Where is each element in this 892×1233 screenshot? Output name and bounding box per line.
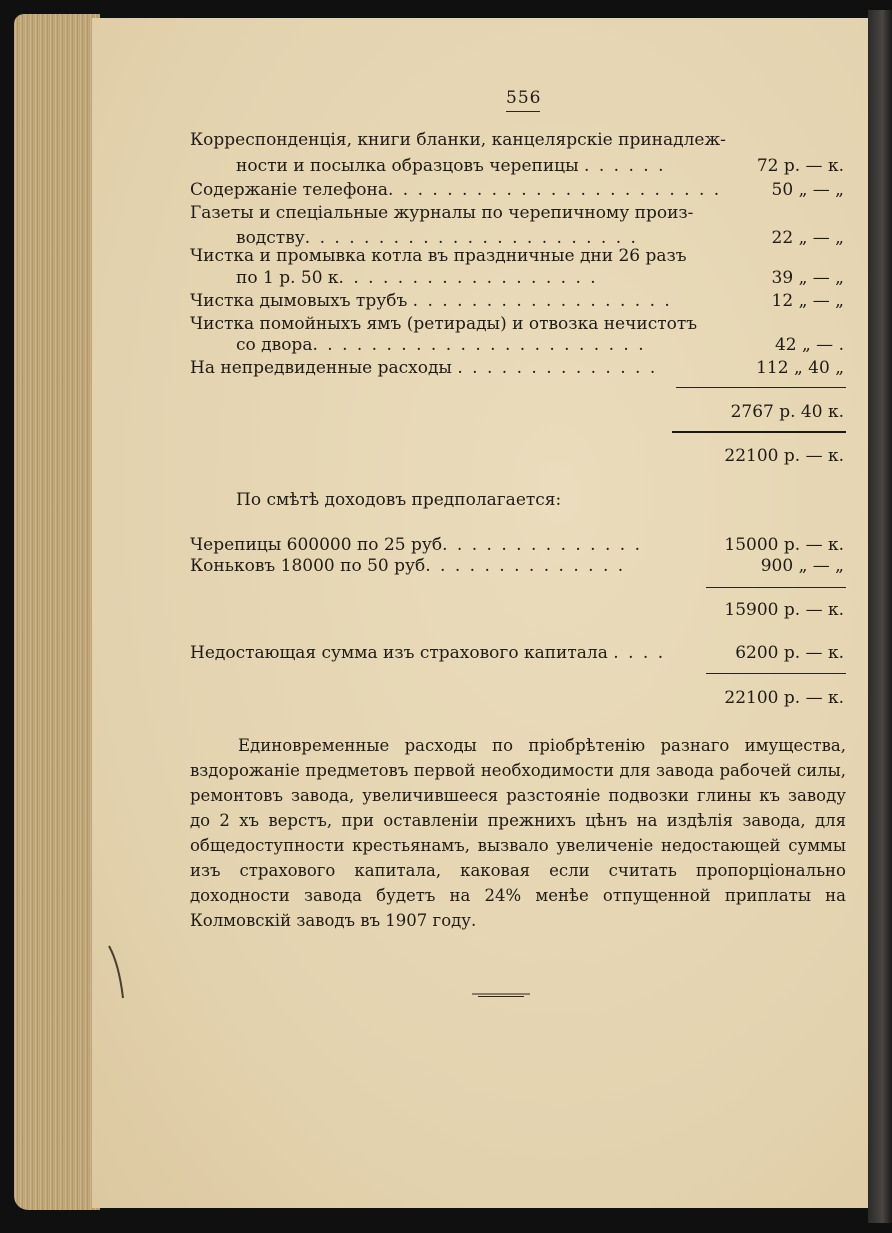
expense-3-line-1: Газеты и спеціальные журналы по черепичному произ- xyxy=(190,203,694,223)
income-subtotal-rule xyxy=(706,587,846,588)
expense-3-amount: 22 „ — „ xyxy=(771,228,844,248)
shortfall-line: Недостающая сумма изъ страхового капитала . . . . xyxy=(190,643,666,663)
shortfall-amount: 6200 р. — к. xyxy=(735,643,844,663)
expense-7-line: На непредвиденные расходы . . . . . . . . . . . . . . xyxy=(190,358,658,378)
subtotal-amount: 2767 р. 40 к. xyxy=(730,402,844,422)
expense-3-line-2: водству. . . . . . . . . . . . . . . . . . . . . . . xyxy=(236,228,638,248)
expense-7-amount: 112 „ 40 „ xyxy=(756,358,844,378)
expense-1-amount: 72 р. — к. xyxy=(756,156,844,176)
book-page-edges xyxy=(14,14,100,1210)
expense-4-amount: 39 „ — „ xyxy=(771,268,844,288)
expense-2-line: Содержаніе телефона. . . . . . . . . . . . . . . . . . . . . . . xyxy=(190,180,722,200)
page-crease-mark xyxy=(107,944,125,1000)
page-number-underline xyxy=(506,111,540,112)
income-2-line: Коньковъ 18000 по 50 руб. . . . . . . . . . . . . . xyxy=(190,556,626,576)
income-subtotal-amount: 15900 р. — к. xyxy=(724,600,844,620)
total-expenses-amount: 22100 р. — к. xyxy=(724,446,844,466)
expense-5-line: Чистка дымовыхъ трубъ . . . . . . . . . . . . . . . . . . xyxy=(190,291,672,311)
income-1-amount: 15000 р. — к. xyxy=(724,535,844,555)
expense-6-amount: 42 „ — . xyxy=(774,335,844,355)
expense-4-line-1: Чистка и промывка котла въ праздничные дни 26 разъ xyxy=(190,246,687,266)
expense-2-amount: 50 „ — „ xyxy=(771,180,844,200)
expense-6-line-2: со двора. . . . . . . . . . . . . . . . . . . . . . . xyxy=(236,335,646,355)
expense-4-line-2: по 1 р. 50 к. . . . . . . . . . . . . . . . . . xyxy=(236,268,598,288)
subtotal-rule xyxy=(676,387,846,388)
expense-5-amount: 12 „ — „ xyxy=(771,291,844,311)
income-1-line: Черепицы 600000 по 25 руб. . . . . . . . . . . . . . xyxy=(190,535,643,555)
total-rule xyxy=(672,431,846,433)
expense-1-line-1: Корреспонденція, книги бланки, канцелярскіе принадлеж- xyxy=(190,130,726,150)
grand-total-amount: 22100 р. — к. xyxy=(724,688,844,708)
grand-total-rule xyxy=(706,673,846,674)
page-number: 556 xyxy=(506,88,542,108)
expense-1-line-2: ности и посылка образцовъ черепицы . . . . . . xyxy=(236,156,666,176)
income-heading: По смѣтѣ доходовъ предполагается: xyxy=(236,490,562,510)
section-ornament xyxy=(472,992,530,998)
explanatory-paragraph: Единовременные расходы по пріобрѣтенію разнаго имущества, вздорожаніе предметовъ первой необходимости для завода рабочей силы, ремонтовъ завода, увеличившееся разстояніе подвозки глины къ заводу до 2 хъ верстъ, при оставленіи прежнихъ цѣнъ на издѣлія завода, для общедоступности крестьянамъ, вызвало увеличеніе недостающей суммы изъ страхового капитала, каковая если считать пропорціонально доходности завода будетъ на 24% менѣе отпущенной приплаты на Колмовскій заводъ въ 1907 году. xyxy=(190,736,846,930)
income-2-amount: 900 „ — „ xyxy=(760,556,844,576)
expense-6-line-1: Чистка помойныхъ ямъ (ретирады) и отвозка нечистотъ xyxy=(190,314,698,334)
binding-strip xyxy=(868,10,892,1223)
